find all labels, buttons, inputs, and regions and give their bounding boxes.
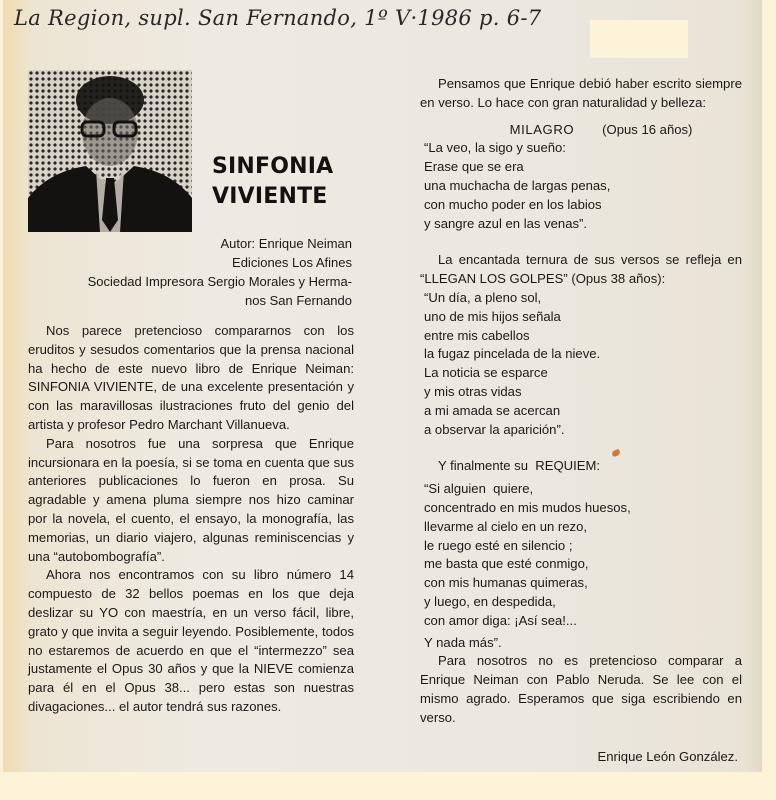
verse-line: Y nada más”.	[424, 634, 502, 650]
verse-line: y luego, en despedida,	[424, 593, 556, 609]
verse-line: Erase que se era	[424, 159, 524, 175]
verse-line: una muchacha de largas penas,	[424, 177, 611, 193]
verse-line: concentrado en mis mudos huesos,	[424, 499, 631, 515]
verse-line: llevarme al cielo en un rezo,	[424, 518, 588, 534]
verse-line: con mis humanas quimeras,	[424, 575, 588, 591]
poem-milagro	[420, 139, 742, 233]
paragraph: Ahora nos encontramos con su libro número 14 compuesto de 32 bellos poemas en los que deja deslizar su YO con maestría, en un verso fácil, libre, grato y que invita a seguir leyendo. Posiblemente, todos no estaremos de acuerdo en que el “intermezzo” sea justamente el Opus 30 años y que la NIEVE comienza para él en el Opus 38... pero estas son nuestras divagaciones... el autor tendrá sus razones.	[28, 567, 354, 714]
verse-line: “La veo, la sigo y sueño:	[424, 140, 566, 156]
author-photo	[28, 70, 192, 232]
verse-line: “Un día, a pleno sol,	[424, 289, 542, 305]
verse-line: a mi amada se acercan	[424, 402, 561, 418]
verse-line: entre mis cabellos	[424, 327, 530, 343]
portrait-silhouette-icon	[28, 70, 192, 232]
right-column	[420, 75, 742, 728]
verse-line: con amor diga: ¡Así sea!...	[424, 612, 577, 628]
paragraph-intro: Pensamos que Enrique debió haber escrito siempre en verso. Lo hace con gran naturalidad y belleza:	[420, 76, 742, 110]
poem-llegan-los-golpes	[420, 289, 742, 439]
poem-title: MILAGRO	[509, 121, 575, 137]
article-signature: Enrique León González.	[597, 749, 738, 764]
verse-line: La noticia se esparce	[424, 365, 548, 381]
closing-paragraph: Para nosotros no es pretencioso comparar a Enrique Neiman con Pablo Neruda. Se lee con el mismo agrado. Esperamos que siga escribiendo en verso.	[420, 653, 742, 725]
verse-line: y mis otras vidas	[424, 383, 522, 399]
verse-line: la fugaz pincelada de la nieve.	[424, 346, 601, 362]
paragraph: Nos parece pretencioso compararnos con los eruditos y sesudos comentarios que la prensa nacional ha hecho de este nuevo libro de Enrique Neiman: SINFONIA VIVIENTE, de una excelente presentación y con las maravillosas ilustraciones fruto del genio del artista y profesor Pedro Marchant Villanueva.	[28, 323, 354, 432]
handwritten-source-note: La Region, supl. San Fernando, 1º V·1986 p. 6-7	[14, 6, 542, 30]
paragraph-intro-poem3: Y finalmente su REQUIEM:	[438, 458, 601, 474]
article-title	[212, 152, 333, 212]
poem-heading	[420, 121, 742, 140]
verse-line: a observar la aparición”.	[424, 421, 565, 437]
book-credits	[28, 234, 352, 310]
left-column	[28, 322, 354, 717]
poem-subtitle: (Opus 16 años)	[602, 121, 693, 137]
verse-line: y sangre azul en las venas”.	[424, 215, 588, 231]
verse-line: con mucho poder en los labios	[424, 196, 602, 212]
paragraph: Para nosotros fue una sorpresa que Enrique incursionara en la poesía, si se toma en cuenta que sus anteriores publicaciones lo fueron en prosa. Su agradable y amena pluma siempre nos hizo caminar por la novela, el cuento, el ensayo, la monografía, las memorias, un diario viajero, algunas reminiscencias y una “autobombografía”.	[28, 435, 354, 564]
credit-publisher: Ediciones Los Afines	[232, 255, 352, 270]
poem-requiem	[420, 480, 742, 652]
verse-line: uno de mis hijos señala	[424, 308, 561, 324]
masked-area	[590, 20, 688, 58]
verse-line: me basta que esté conmigo,	[424, 556, 589, 572]
verse-line: le ruego esté en silencio ;	[424, 537, 573, 553]
title-line-2: VIVIENTE	[212, 184, 328, 209]
paragraph-intro-poem2: La encantada ternura de sus versos se refleja en “LLEGAN LOS GOLPES” (Opus 38 años):	[420, 252, 742, 287]
credit-author: Autor: Enrique Neiman	[220, 236, 352, 251]
credit-printer-cont: nos San Fernando	[245, 293, 352, 308]
verse-line: “Si alguien quiere,	[424, 481, 534, 497]
credit-printer: Sociedad Impresora Sergio Morales y Herma-	[87, 274, 352, 289]
title-line-1: SINFONIA	[212, 154, 334, 179]
